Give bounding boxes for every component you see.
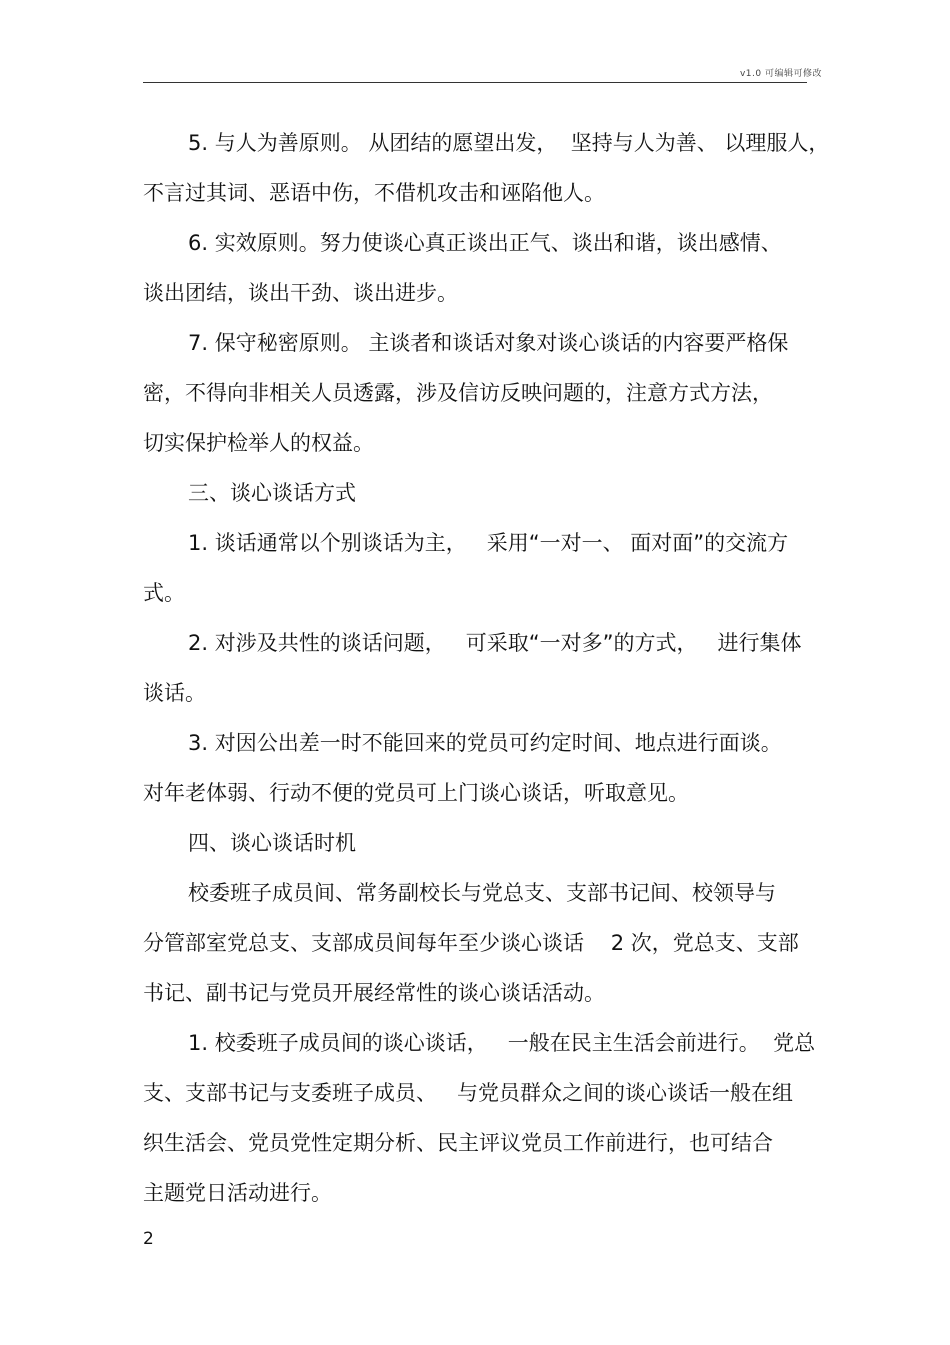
text-line: 式。 <box>143 581 185 605</box>
text-line: 2. 对涉及共性的谈话问题， 可采取“一对多”的方式， 进行集体 <box>188 631 802 655</box>
text-line: 7. 保守秘密原则。 主谈者和谈话对象对谈心谈话的内容要严格保 <box>188 331 789 355</box>
page-number: 2 <box>143 1229 154 1249</box>
text-line: 谈出团结，谈出干劲、谈出进步。 <box>143 281 458 305</box>
text-line: 3. 对因公出差一时不能回来的党员可约定时间、地点进行面谈。 <box>188 731 782 755</box>
header-version-note: v1.0 可编辑可修改 <box>739 69 822 79</box>
text-line: 书记、副书记与党员开展经常性的谈心谈话活动。 <box>143 981 605 1005</box>
text-line: 支、支部书记与支委班子成员、 与党员群众之间的谈心谈话一般在组 <box>143 1081 794 1105</box>
text-line: 密，不得向非相关人员透露，涉及信访反映问题的，注意方式方法， <box>143 381 773 405</box>
section-heading: 三、谈心谈话方式 <box>188 481 356 505</box>
text-line: 1. 谈话通常以个别谈话为主， 采用“一对一、 面对面”的交流方 <box>188 531 789 555</box>
text-line: 1. 校委班子成员间的谈心谈话， 一般在民主生活会前进行。 党总 <box>188 1031 816 1055</box>
text-line: 不言过其词、恶语中伤，不借机攻击和诬陷他人。 <box>143 181 605 205</box>
text-line: 5. 与人为善原则。 从团结的愿望出发， 坚持与人为善、 以理服人， <box>188 131 830 155</box>
text-line: 织生活会、党员党性定期分析、民主评议党员工作前进行，也可结合 <box>143 1131 773 1155</box>
text-line: 校委班子成员间、常务副校长与党总支、支部书记间、校领导与 <box>188 881 776 905</box>
section-heading: 四、谈心谈话时机 <box>188 831 356 855</box>
text-line: 对年老体弱、行动不便的党员可上门谈心谈话，听取意见。 <box>143 781 689 805</box>
header-divider <box>143 82 807 83</box>
text-line: 分管部室党总支、支部成员间每年至少谈心谈话 2 次，党总支、支部 <box>143 931 799 955</box>
text-line: 主题党日活动进行。 <box>143 1181 332 1205</box>
text-line: 谈话。 <box>143 681 206 705</box>
text-line: 切实保护检举人的权益。 <box>143 431 374 455</box>
text-line: 6. 实效原则。努力使谈心真正谈出正气、谈出和谐，谈出感情、 <box>188 231 782 255</box>
